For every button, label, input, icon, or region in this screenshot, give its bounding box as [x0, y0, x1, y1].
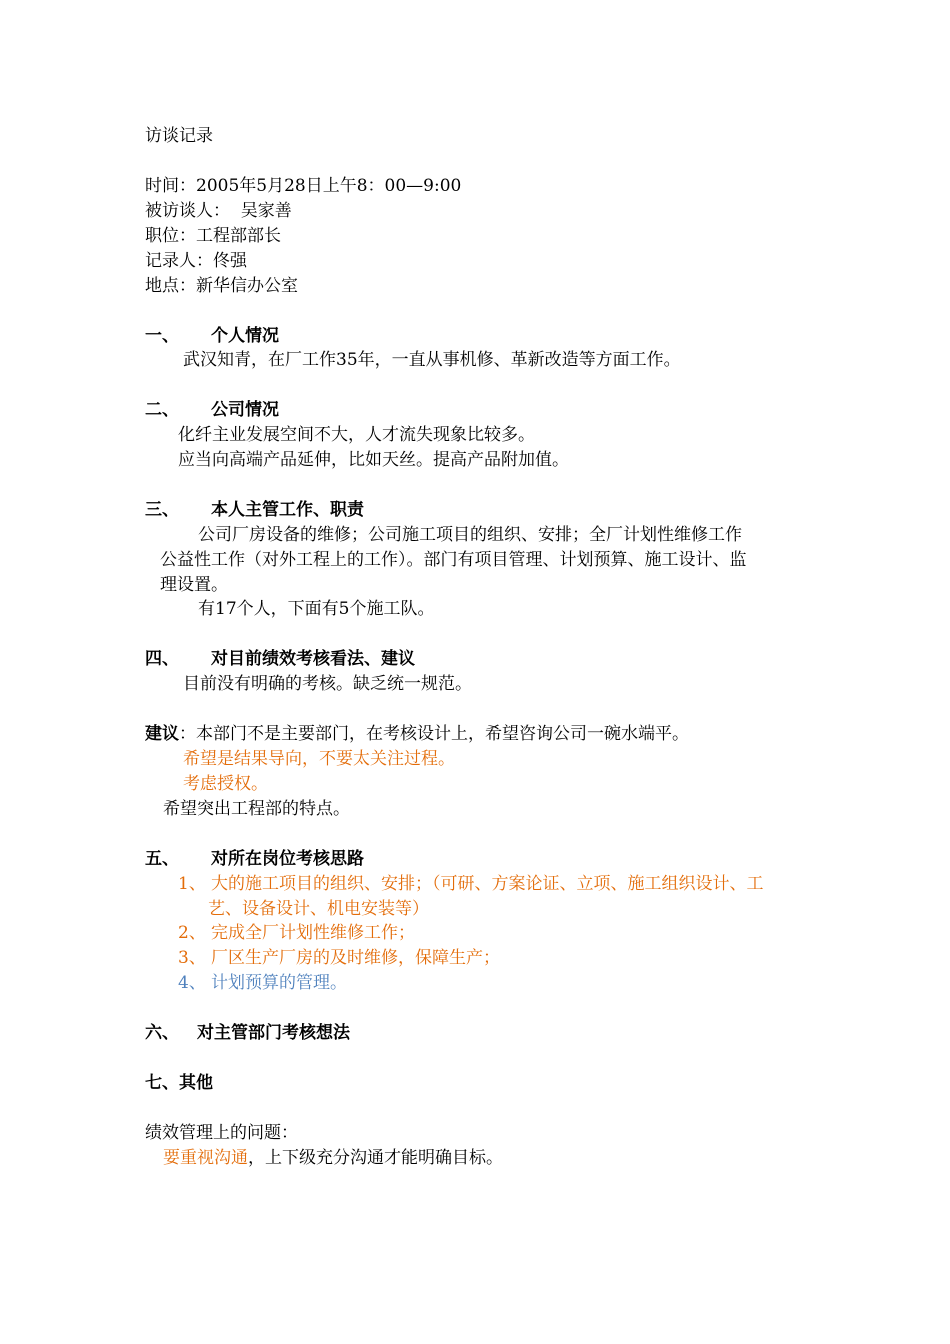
list-item-2 — [178, 921, 415, 946]
section-3-heading — [145, 498, 364, 523]
section-6-num: 六、 — [145, 1023, 179, 1043]
section-3-line-2: 公益性工作（对外工程上的工作）。部门有项目管理、计划预算、施工设计、监 — [160, 550, 747, 570]
closing-emphasis: 要重视沟通 — [163, 1148, 248, 1168]
section-3-line-4: 有17个人，下面有5个施工队。 — [198, 599, 435, 619]
section-4-heading — [145, 647, 415, 672]
list-item-1 — [178, 872, 764, 897]
list-item-3 — [178, 946, 500, 971]
meta-recorder: 记录人：佟强 — [145, 251, 247, 271]
list-item-2-text: 完成全厂计划性维修工作； — [211, 923, 415, 943]
closing-question: 绩效管理上的问题： — [145, 1123, 298, 1143]
list-item-1-text: 大的施工项目的组织、安排；（可研、方案论证、立项、施工组织设计、工 — [211, 874, 764, 894]
hope-result-line: 希望是结果导向，不要太关注过程。 — [183, 749, 455, 769]
list-item-4-num: 4、 — [178, 973, 206, 993]
section-4-line: 目前没有明确的考核。缺乏统一规范。 — [183, 674, 472, 694]
closing-line — [163, 1146, 503, 1171]
section-3-line-3: 理设置。 — [160, 575, 228, 595]
meta-location: 地点：新华信办公室 — [145, 276, 298, 296]
meta-interviewee: 被访谈人： 吴家善 — [145, 201, 292, 221]
section-1-num: 一、 — [145, 326, 179, 346]
list-item-1-continued: 艺、设备设计、机电安装等） — [208, 899, 429, 919]
section-2-title: 公司情况 — [211, 400, 279, 420]
section-2-heading — [145, 398, 279, 423]
section-1-line: 武汉知青，在厂工作35年，一直从事机修、革新改造等方面工作。 — [183, 350, 681, 370]
section-3-num: 三、 — [145, 500, 179, 520]
section-4-num: 四、 — [145, 649, 179, 669]
suggestion-line — [145, 722, 689, 747]
section-6-heading — [145, 1021, 350, 1046]
section-7-heading: 七、其他 — [145, 1073, 213, 1093]
list-item-4 — [178, 971, 347, 996]
list-item-3-num: 3、 — [178, 948, 206, 968]
section-5-heading — [145, 847, 364, 872]
section-5-num: 五、 — [145, 849, 179, 869]
section-4-title: 对目前绩效考核看法、建议 — [211, 649, 415, 669]
authorize-line: 考虑授权。 — [183, 774, 268, 794]
section-1-title: 个人情况 — [211, 326, 279, 346]
section-3-title: 本人主管工作、职责 — [211, 500, 364, 520]
closing-rest: ，上下级充分沟通才能明确目标。 — [248, 1148, 503, 1168]
section-5-title: 对所在岗位考核思路 — [211, 849, 364, 869]
section-1-heading — [145, 324, 279, 349]
section-2-num: 二、 — [145, 400, 179, 420]
section-6-title: 对主管部门考核想法 — [197, 1023, 350, 1043]
list-item-3-text: 厂区生产厂房的及时维修，保障生产； — [211, 948, 500, 968]
section-3-line-1: 公司厂房设备的维修；公司施工项目的组织、安排；全厂计划性维修工作 — [198, 525, 742, 545]
suggestion-label: 建议 — [145, 724, 179, 744]
list-item-4-text: 计划预算的管理。 — [211, 973, 347, 993]
list-item-1-num: 1、 — [178, 874, 206, 894]
meta-position: 职位：工程部部长 — [145, 226, 281, 246]
meta-time: 时间：2005年5月28日上午8：00—9:00 — [145, 176, 462, 196]
list-item-2-num: 2、 — [178, 923, 206, 943]
highlight-line: 希望突出工程部的特点。 — [163, 799, 350, 819]
section-2-line-2: 应当向高端产品延伸，比如天丝。提高产品附加值。 — [178, 450, 569, 470]
doc-title: 访谈记录 — [145, 126, 213, 146]
suggestion-text: ：本部门不是主要部门，在考核设计上，希望咨询公司一碗水端平。 — [179, 724, 689, 744]
section-2-line-1: 化纤主业发展空间不大，人才流失现象比较多。 — [178, 425, 535, 445]
